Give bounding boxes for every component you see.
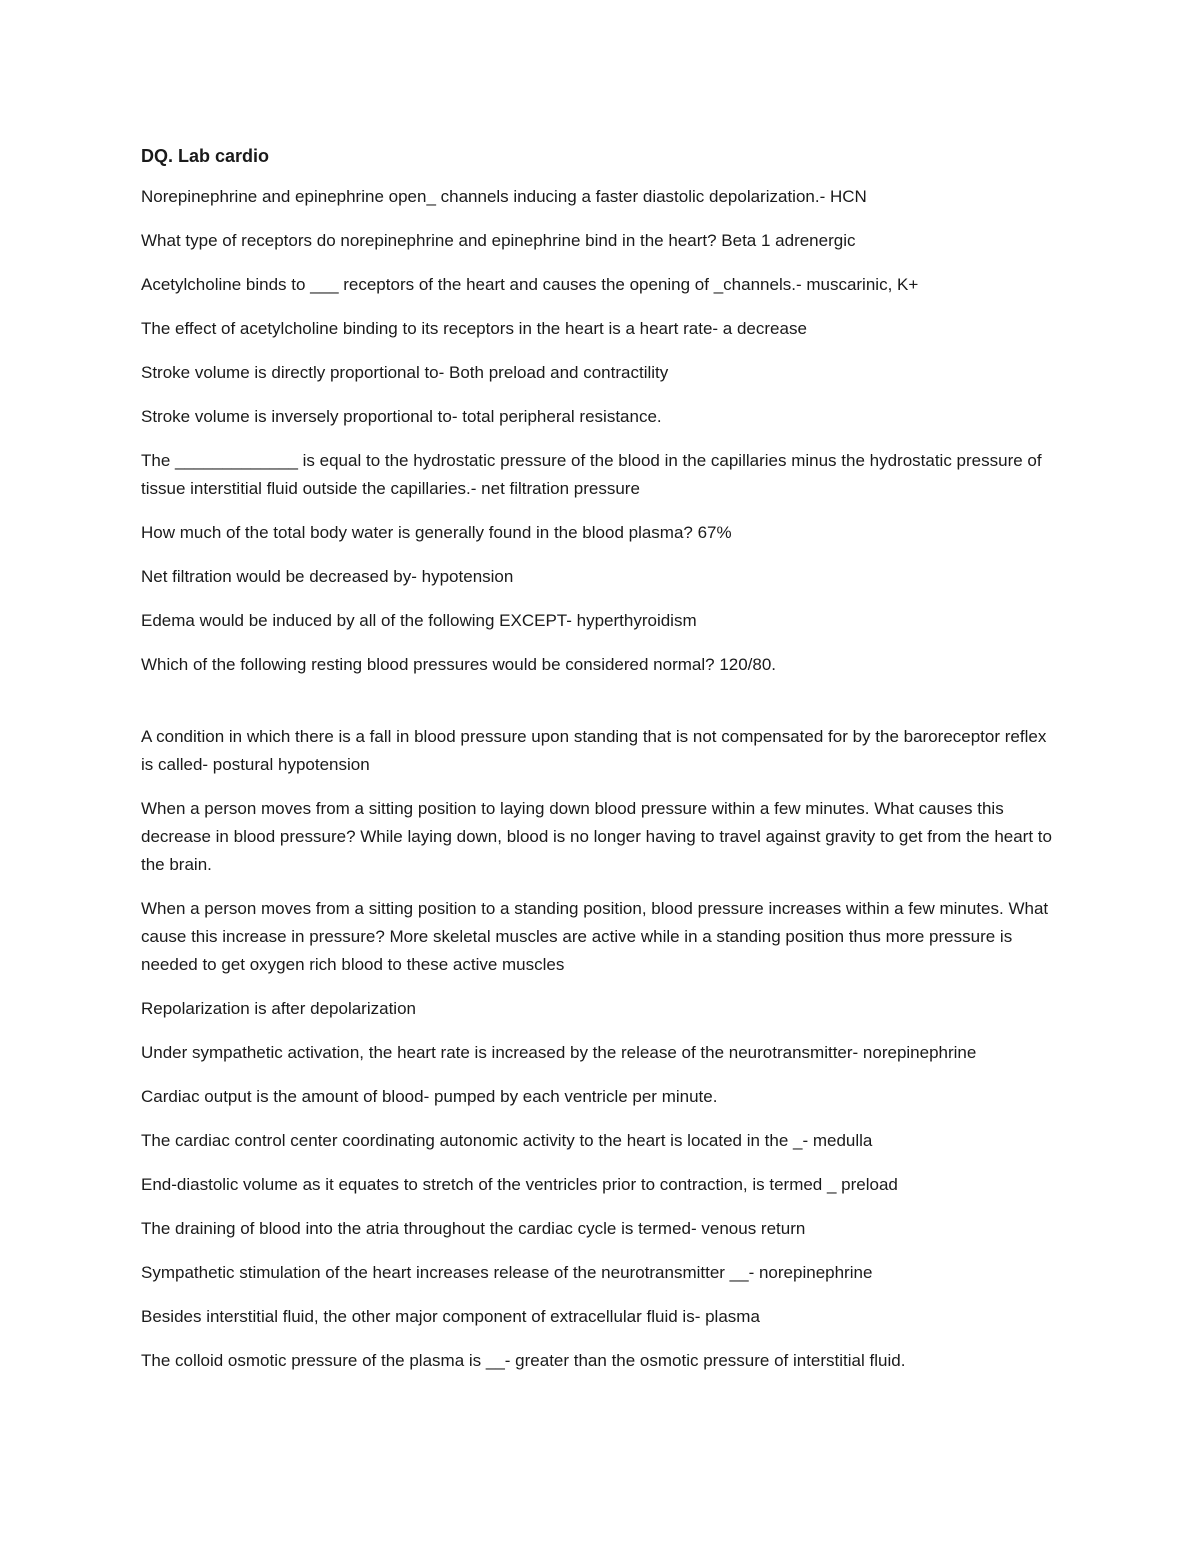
paragraph: Stroke volume is directly proportional to- Both preload and contractility [141, 363, 669, 382]
paragraph: Norepinephrine and epinephrine open_ channels inducing a faster diastolic depolarization.- HCN [141, 187, 867, 206]
paragraph: When a person moves from a sitting position to laying down blood pressure within a few minutes. What causes this decrease in blood pressure? While laying down, blood is no longer having to travel against gravity to get from the heart to the brain. [141, 799, 1052, 874]
paragraph: Repolarization is after depolarization [141, 999, 416, 1018]
paragraph: When a person moves from a sitting position to a standing position, blood pressure increases within a few minutes. What cause this increase in pressure? More skeletal muscles are active while in a standing position thus more pressure is needed to get oxygen rich blood to these active muscles [141, 899, 1049, 974]
paragraph: The cardiac control center coordinating autonomic activity to the heart is located in the _- medulla [141, 1131, 873, 1150]
paragraph: End-diastolic volume as it equates to stretch of the ventricles prior to contraction, is termed _ preload [141, 1175, 898, 1194]
paragraph: Edema would be induced by all of the following EXCEPT- hyperthyroidism [141, 611, 697, 630]
paragraph: Under sympathetic activation, the heart rate is increased by the release of the neurotransmitter- norepinephrine [141, 1043, 977, 1062]
paragraph: Sympathetic stimulation of the heart increases release of the neurotransmitter __- norepinephrine [141, 1263, 873, 1282]
paragraph: Acetylcholine binds to ___ receptors of the heart and causes the opening of _channels.- muscarinic, K+ [141, 275, 919, 294]
paragraph: Besides interstitial fluid, the other major component of extracellular fluid is- plasma [141, 1307, 760, 1326]
paragraph: Which of the following resting blood pressures would be considered normal? 120/80. [141, 655, 777, 674]
blank-line [141, 695, 1061, 723]
document-page [141, 142, 1061, 1391]
paragraph: The colloid osmotic pressure of the plasma is __- greater than the osmotic pressure of interstitial fluid. [141, 1351, 906, 1370]
paragraph: A condition in which there is a fall in blood pressure upon standing that is not compensated for by the baroreceptor reflex is called- postural hypotension [141, 727, 1047, 774]
document-title: DQ. Lab cardio [141, 146, 270, 166]
paragraph: Stroke volume is inversely proportional to- total peripheral resistance. [141, 407, 662, 426]
paragraph: The draining of blood into the atria throughout the cardiac cycle is termed- venous return [141, 1219, 806, 1238]
paragraph: Net filtration would be decreased by- hypotension [141, 567, 514, 586]
paragraph: How much of the total body water is generally found in the blood plasma? 67% [141, 523, 732, 542]
paragraph: The _____________ is equal to the hydrostatic pressure of the blood in the capillaries minus the hydrostatic pressure of tissue interstitial fluid outside the capillaries.- net filtration pressure [141, 451, 1042, 498]
paragraph: What type of receptors do norepinephrine and epinephrine bind in the heart? Beta 1 adrenergic [141, 231, 856, 250]
paragraph: Cardiac output is the amount of blood- pumped by each ventricle per minute. [141, 1087, 718, 1106]
paragraph: The effect of acetylcholine binding to its receptors in the heart is a heart rate- a decrease [141, 319, 807, 338]
